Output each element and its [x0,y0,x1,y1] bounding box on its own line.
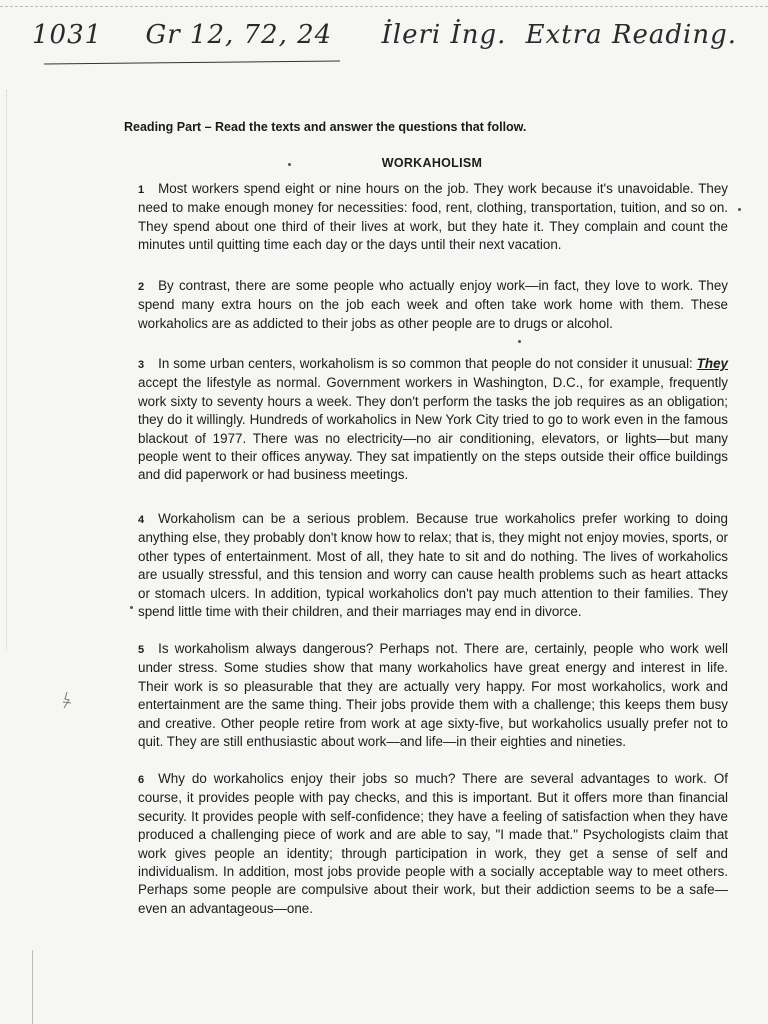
scan-speck [518,340,521,343]
paragraph-1 [138,180,728,255]
paragraph-number: 4 [138,514,145,526]
handwritten-grades: Gr 12, 72, 24 [145,20,333,50]
paragraph-2 [138,277,728,333]
handwritten-header [32,20,738,64]
instruction-lead: Reading Part – [124,120,212,134]
handwritten-label: Extra Reading. [525,20,738,50]
paragraph-number: 2 [138,281,145,293]
paragraph-text: By contrast, there are some people who actually enjoy work—in fact, they love to work. They spend many extra hours on the job each week and often take work home with them. These workaholics are as addicted to their jobs as other people are to drugs or alcohol. [138,278,728,331]
scan-speck [130,606,133,609]
paragraph-text: Most workers spend eight or nine hours on the job. They work because it's unavoidable. They need to make enough money for necessities: food, rent, clothing, transportation, tuition, and so on. They spend about one third of their lives at work, but they hate it. They complain and count the minutes until quitting time each day or the days until their next vacation. [138,181,728,253]
paragraph-text: Is workaholism always dangerous? Perhaps not. There are, certainly, people who work well under stress. Some studies show that many workaholics have great energy and interest in life. Their work is so pleasurable that they are actually very happy. For most workaholics, work and entertainment are the same thing. Their jobs provide them with a challenge; this keeps them busy and creative. Other people retire from work at age sixty-five, but workaholics usually prefer not to quit. They are still enthusiastic about work—and life—in their eighties and nineties. [138,641,728,750]
paragraph-text: In some urban centers, workaholism is so common that people do not consider it unusual: [158,356,693,371]
paragraph-4 [138,510,728,621]
scan-speck [738,208,741,211]
handwritten-course: İleri İng. [381,20,507,50]
paragraph-number: 6 [138,774,145,786]
paragraph-text: Workaholism can be a serious problem. Because true workaholics prefer working to doing anything else, they probably don't know how to relax; that is, they might not enjoy movies, sports, or other types of entertainment. Most of all, they hate to sit and do nothing. The lives of workaholics are usually stressful, and this tension and worry can cause health problems such as heart attacks or stomach ulcers. In addition, typical workaholics don't pay much attention to their families. They spend little time with their children, and their marriages may end in divorce. [138,511,728,620]
scan-top-edge [0,0,768,7]
margin-scribble [60,690,74,710]
paragraph-text: accept the lifestyle as normal. Government workers in Washington, D.C., for example, frequently work sixty to seventy hours a week. They don't perform the tasks the job requires as an obligation; they do it willingly. Hundreds of workaholics in New York City tried to go to work even in the famous blackout of 1977. There was no electricity—no air conditioning, elevators, or lights—but many people went to their offices anyway. They sat impatiently on the steps outside their office buildings and did paperwork or had business meetings. [138,375,728,483]
paragraph-number: 1 [138,184,145,196]
paragraph-5 [138,640,728,751]
paragraph-text: Why do workaholics enjoy their jobs so much? There are several advantages to work. Of course, it provides people with pay checks, and this is important. But it offers more than financial security. It provides people with self-confidence; they have a feeling of satisfaction when they have produced a challenging piece of work and are able to say, "I made that." Psychologists claim that work gives people an identity; through participation in work, they get a sense of self and individualism. In addition, most jobs provide people with a socially acceptable way to meet others. Perhaps some people are compulsive about their work, but their addiction seems to be a safe—even an advantageous—one. [138,771,728,916]
scan-left-edge [0,90,7,650]
paragraph-number: 5 [138,644,145,656]
paragraph-6 [138,770,728,918]
instruction [124,120,724,134]
emphasized-word: They [696,356,728,371]
handwritten-code: 1031 [32,20,103,50]
page-title: WORKAHOLISM [381,156,483,170]
paragraph-3 [138,355,728,485]
instruction-text: Read the texts and answer the questions that follow. [215,120,527,134]
scan-speck [288,163,291,166]
paragraph-number: 3 [138,359,145,371]
margin-line [32,950,33,1024]
